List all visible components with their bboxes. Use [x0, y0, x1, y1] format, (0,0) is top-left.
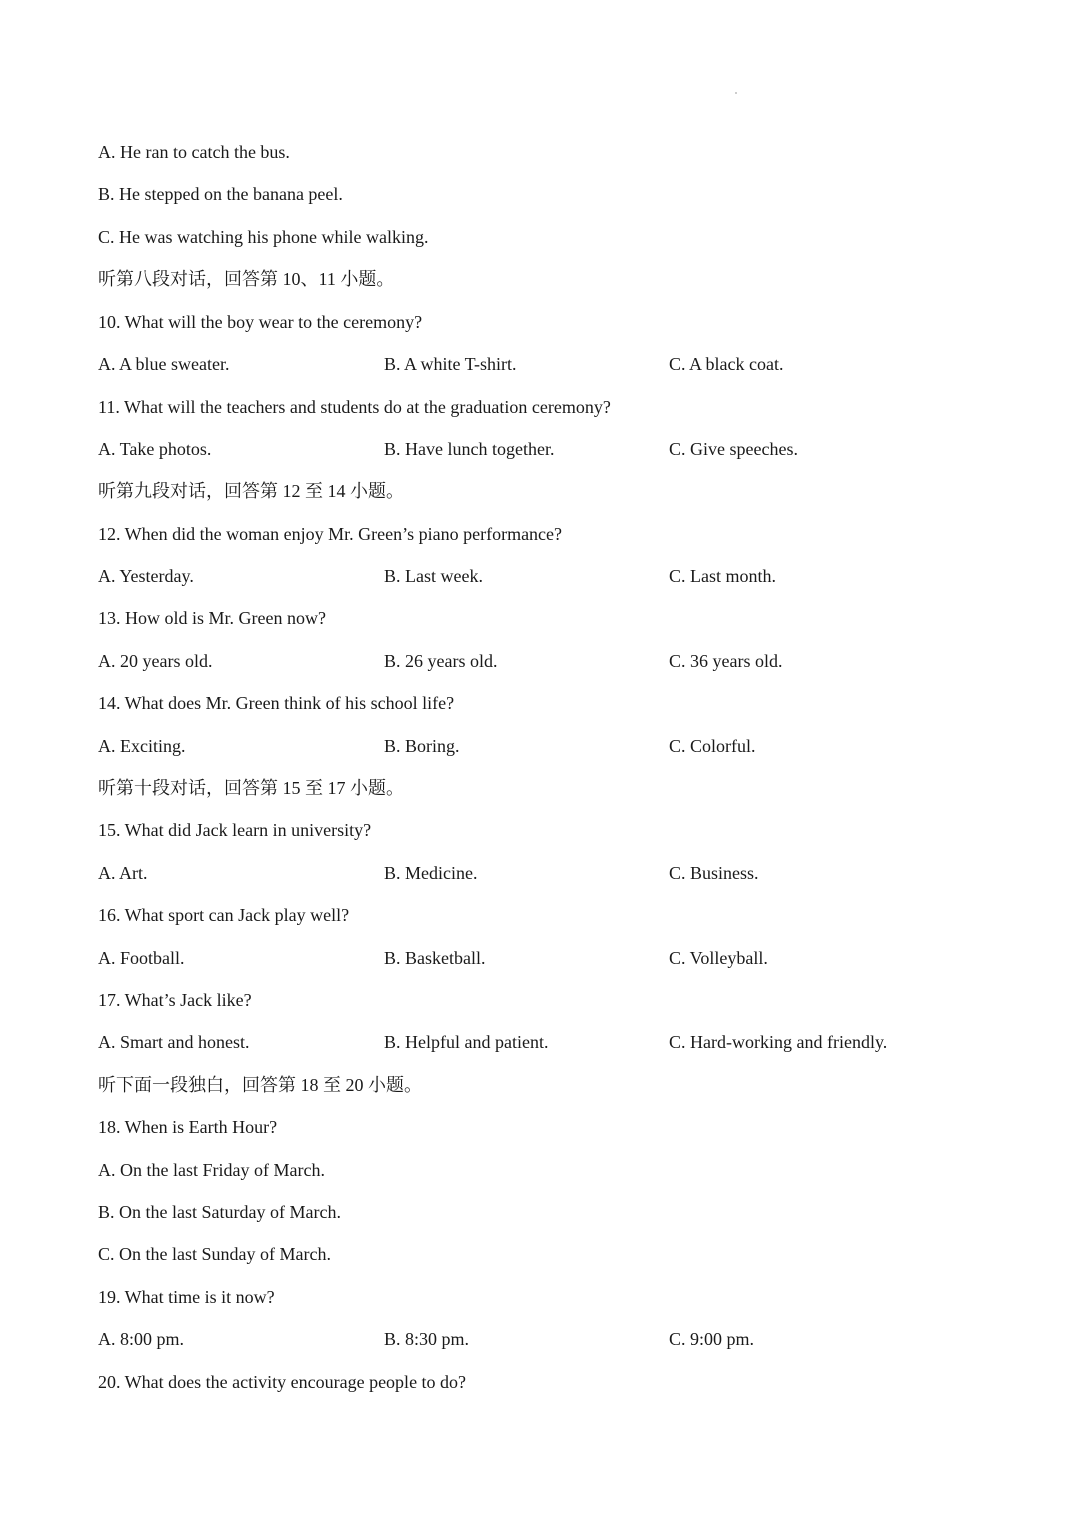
question-16: 16. What sport can Jack play well? [98, 905, 350, 925]
question-14: 14. What does Mr. Green think of his school life? [98, 693, 455, 713]
question-12: 12. When did the woman enjoy Mr. Green’s piano performance? [98, 524, 563, 544]
q18-option-a: A. On the last Friday of March. [98, 1160, 325, 1180]
q11-option-c: C. Give speeches. [669, 439, 798, 459]
q15-option-c: C. Business. [669, 863, 759, 883]
q14-option-c: C. Colorful. [669, 736, 756, 756]
section-heading-monologue: 听下面一段独白，回答第 18 至 20 小题。 [98, 1075, 422, 1095]
q16-option-a: A. Football. [98, 948, 185, 968]
q12-option-c: C. Last month. [669, 566, 776, 586]
q17-option-b: B. Helpful and patient. [384, 1032, 549, 1052]
section-heading-9: 听第九段对话，回答第 12 至 14 小题。 [98, 481, 404, 501]
q19-option-c: C. 9:00 pm. [669, 1329, 755, 1349]
q16-option-b: B. Basketball. [384, 948, 486, 968]
question-18: 18. When is Earth Hour? [98, 1117, 278, 1137]
q18-option-c: C. On the last Sunday of March. [98, 1244, 331, 1264]
section-heading-10: 听第十段对话，回答第 15 至 17 小题。 [98, 778, 404, 798]
q15-option-a: A. Art. [98, 863, 148, 883]
q13-option-a: A. 20 years old. [98, 651, 213, 671]
scan-speck [735, 92, 737, 94]
q10-option-b: B. A white T-shirt. [384, 354, 517, 374]
question-19: 19. What time is it now? [98, 1287, 275, 1307]
q15-option-b: B. Medicine. [384, 863, 478, 883]
q12-option-a: A. Yesterday. [98, 566, 194, 586]
q17-option-a: A. Smart and honest. [98, 1032, 250, 1052]
q16-option-c: C. Volleyball. [669, 948, 768, 968]
q12-option-b: B. Last week. [384, 566, 483, 586]
q14-option-a: A. Exciting. [98, 736, 186, 756]
q9-option-c: C. He was watching his phone while walking. [98, 227, 429, 247]
q19-option-b: B. 8:30 pm. [384, 1329, 470, 1349]
q10-option-a: A. A blue sweater. [98, 354, 230, 374]
q10-option-c: C. A black coat. [669, 354, 784, 374]
q17-option-c: C. Hard-working and friendly. [669, 1032, 888, 1052]
q9-option-a: A. He ran to catch the bus. [98, 142, 290, 162]
question-17: 17. What’s Jack like? [98, 990, 252, 1010]
question-10: 10. What will the boy wear to the ceremony? [98, 312, 423, 332]
q11-option-a: A. Take photos. [98, 439, 212, 459]
q11-option-b: B. Have lunch together. [384, 439, 555, 459]
question-15: 15. What did Jack learn in university? [98, 820, 372, 840]
q19-option-a: A. 8:00 pm. [98, 1329, 185, 1349]
question-20: 20. What does the activity encourage people to do? [98, 1372, 467, 1392]
q18-option-b: B. On the last Saturday of March. [98, 1202, 341, 1222]
question-13: 13. How old is Mr. Green now? [98, 608, 326, 628]
q9-option-b: B. He stepped on the banana peel. [98, 184, 343, 204]
section-heading-8: 听第八段对话，回答第 10、11 小题。 [98, 269, 395, 289]
q13-option-b: B. 26 years old. [384, 651, 498, 671]
question-11: 11. What will the teachers and students do at the graduation ceremony? [98, 397, 611, 417]
q13-option-c: C. 36 years old. [669, 651, 783, 671]
q14-option-b: B. Boring. [384, 736, 460, 756]
